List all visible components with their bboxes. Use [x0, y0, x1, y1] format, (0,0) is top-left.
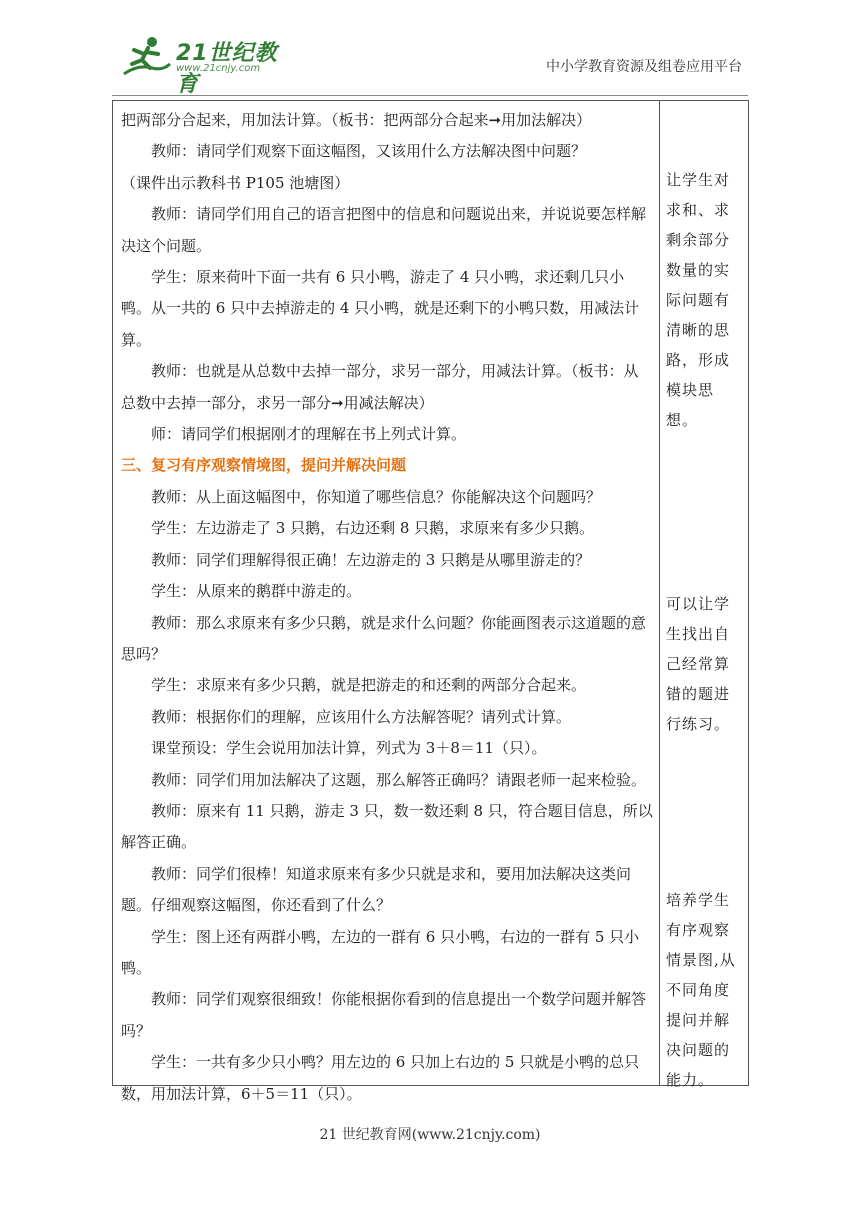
- paragraph: 教师：从上面这幅图中，你知道了哪些信息？你能解决这个问题吗？: [151, 487, 602, 506]
- site-logo: [118, 34, 288, 97]
- side-note: 培养学生有序观察情景图,从不同角度提问并解决问题的能力。: [666, 891, 736, 1089]
- section-heading: 三、复习有序观察情境图，提问并解决问题: [121, 456, 407, 475]
- paragraph: 教师：也就是从总数中去掉一部分，求另一部分，用减法计算。（板书：从总数中去掉一部分，求另一部分➞用减法解决）: [121, 362, 639, 412]
- lesson-content: [121, 105, 653, 1110]
- paragraph: 学生：从原来的鹅群中游走的。: [151, 582, 362, 601]
- page-footer: 21 世纪教育网(www.21cnjy.com): [319, 1127, 541, 1143]
- paragraph: 教师：根据你们的理解，应该用什么方法解答呢？请列式计算。: [151, 707, 572, 726]
- paragraph: 师：请同学们根据刚才的理解在书上列式计算。: [151, 425, 467, 444]
- paragraph: 教师：同学们很棒！知道求原来有多少只就是求和，要用加法解决这类问题。仔细观察这幅图，你还看到了什么？: [121, 864, 632, 915]
- paragraph: 教师：请同学们用自己的语言把图中的信息和问题说出来，并说说要怎样解决这个问题。: [121, 205, 647, 255]
- side-note: 让学生对求和、求剩余部分数量的实际问题有清晰的思路，形成模块思想。: [666, 171, 731, 429]
- runner-icon: [118, 34, 174, 82]
- paragraph: 教师：同学们观察很细致！你能根据你看到的信息提出一个数学问题并解答吗？: [121, 990, 647, 1040]
- paragraph: （课件出示教科书 P105 池塘图）: [121, 173, 350, 192]
- paragraph: 学生：左边游走了 3 只鹅，右边还剩 8 只鹅，求原来有多少只鹅。: [151, 519, 595, 538]
- paragraph: 教师：那么求原来有多少只鹅，就是求什么问题？你能画图表示这道题的意思吗？: [121, 613, 647, 663]
- logo-url: www.21cnjy.com: [176, 63, 261, 74]
- paragraph: 教师：同学们理解得很正确！左边游走的 3 只鹅是从哪里游走的？: [151, 550, 591, 569]
- column-divider: [659, 101, 660, 1085]
- paragraph: 学生：图上还有两群小鸭，左边的一群有 6 只小鸭，右边的一群有 5 只小鸭。: [121, 927, 640, 977]
- paragraph: 教师：同学们用加法解决了这题，那么解答正确吗？请跟老师一起来检验。: [151, 770, 647, 789]
- paragraph: 课堂预设：学生会说用加法计算，列式为 3＋8＝11（只）。: [151, 739, 547, 758]
- paragraph: 学生：原来荷叶下面一共有 6 只小鸭，游走了 4 只小鸭，求还剩几只小鸭。从一共的 6 只中去掉游走的 4 只小鸭，就是还剩下的小鸭只数，用减法计算。: [121, 268, 640, 349]
- paragraph: 教师：原来有 11 只鹅，游走 3 只，数一数还剩 8 只，符合题目信息，所以解答正确。: [121, 801, 653, 852]
- paragraph: 学生：求原来有多少只鹅，就是把游走的和还剩的两部分合起来。: [151, 676, 587, 695]
- page-header: [112, 34, 748, 96]
- paragraph: 教师：请同学们观察下面这幅图，又该用什么方法解决图中问题？: [151, 142, 587, 161]
- paragraph: 学生：一共有多少只小鸭？用左边的 6 只加上右边的 5 只就是小鸭的总只数，用加法计算，6＋5＝11（只）。: [121, 1053, 640, 1103]
- header-divider: [112, 95, 748, 96]
- paragraph: 把两部分合起来，用加法计算。（板书：把两部分合起来➞用加法解决）: [121, 111, 592, 129]
- lesson-table: [112, 100, 749, 1103]
- site-name: 中小学教育资源及组卷应用平台: [546, 59, 742, 75]
- logo-text: 21世纪教育: [176, 41, 278, 97]
- side-note: 可以让学生找出自己经常算错的题进行练习。: [666, 595, 731, 733]
